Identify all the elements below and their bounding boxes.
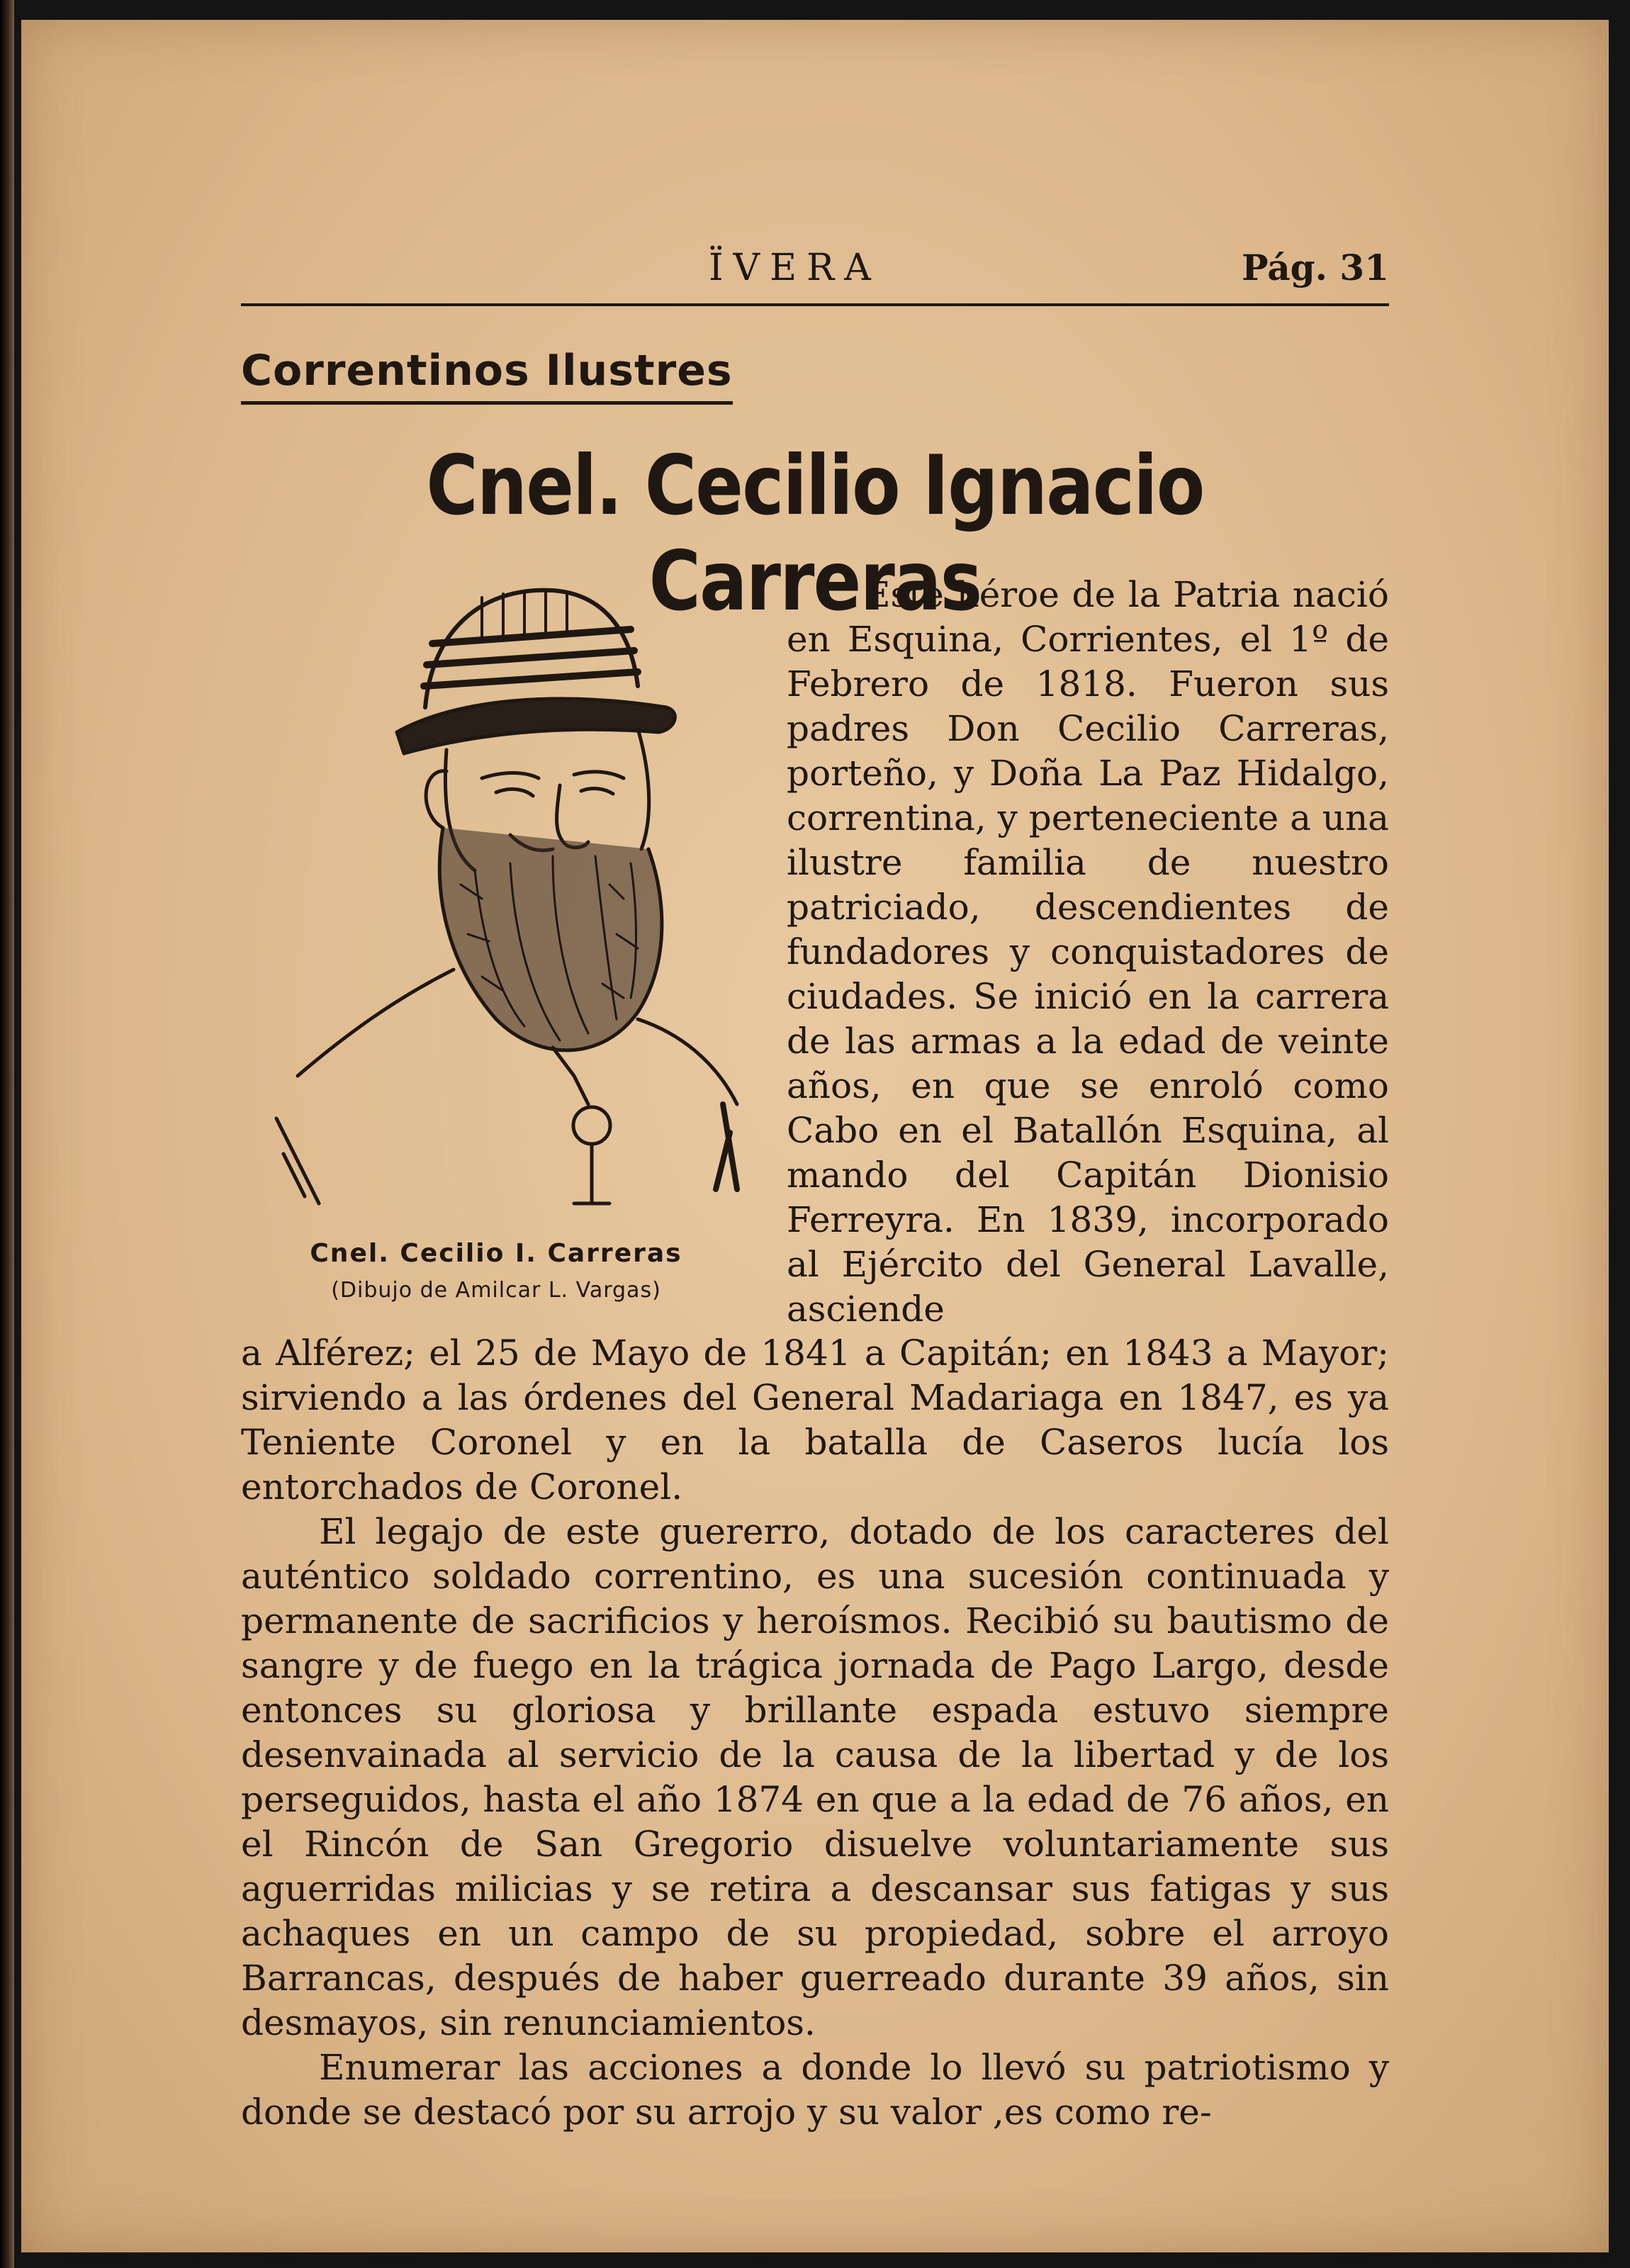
header-rule — [241, 303, 1389, 306]
body-column-narrow — [787, 573, 1389, 1332]
page-number: Pág. 31 — [1241, 247, 1389, 288]
body-column-full — [241, 1331, 1389, 2135]
running-header — [241, 232, 1389, 296]
book-page — [21, 20, 1609, 2252]
article-title: Cnel. Cecilio Ignacio Carreras — [426, 438, 1204, 629]
journal-name: ÏVERA — [709, 247, 881, 289]
paragraph-1-continued: a Alférez; el 25 de Mayo de 1841 a Capitán; en 1843 a Mayor; sirviendo a las órdenes del General Madariaga en 1847, es ya Teniente Coronel y en la batalla de Caseros lucía los entorchados de Coronel. — [241, 1332, 1389, 1508]
paragraph-2: El legajo de este guererro, dotado de los caracteres del auténtico soldado correntino, es una sucesión continuada y permanente de sacrificios y heroísmos. Recibió su bautismo de sangre y de fuego en la trágica jornada de Pago Largo, desde entonces su gloriosa y brillante espada estuvo siempre desenvainada al servicio de la causa de la libertad y de los perseguidos, hasta el año 1874 en que a la edad de 76 años, en el Rincón de San Gregorio disuelve voluntariamente sus aguerridas milicias y se retira a descansar sus fatigas y sus achaques en un campo de su propiedad, sobre el arroyo Barrancas, después de haber guerreado durante 39 años, sin desmayos, sin renunciamientos. — [241, 1511, 1389, 2043]
paragraph-3: Enumerar las acciones a donde lo llevó su patriotismo y donde se destacó por su arrojo y su valor ,es como re- — [241, 2047, 1389, 2133]
section-title: Correntinos Ilustres — [241, 346, 733, 405]
caption-credit: (Dibujo de Amilcar L. Vargas) — [331, 1278, 661, 1303]
caption-name: Cnel. Cecilio I. Carreras — [310, 1239, 682, 1268]
paragraph-1-start: Este héroe de la Patria nació en Esquina, Corrientes, el 1º de Febrero de 1818. Fueron sus padres Don Cecilio Carreras, porteño, y Doña La Paz Hidalgo, correntina, y perteneciente a una ilustre familia de nuestro patriciado, descendientes de fundadores y conquistadores de ciudades. Se inició en la carrera de las armas a la edad de veinte años, en que se enroló como Cabo en el Batallón Esquina, al mando del Capitán Dionisio Ferreyra. En 1839, incorporado al Ejército del General Lavalle, asciende — [787, 574, 1389, 1330]
portrait-caption — [241, 1239, 751, 1303]
book-spine-shadow — [0, 0, 14, 2268]
portrait-drawing — [269, 566, 751, 1232]
